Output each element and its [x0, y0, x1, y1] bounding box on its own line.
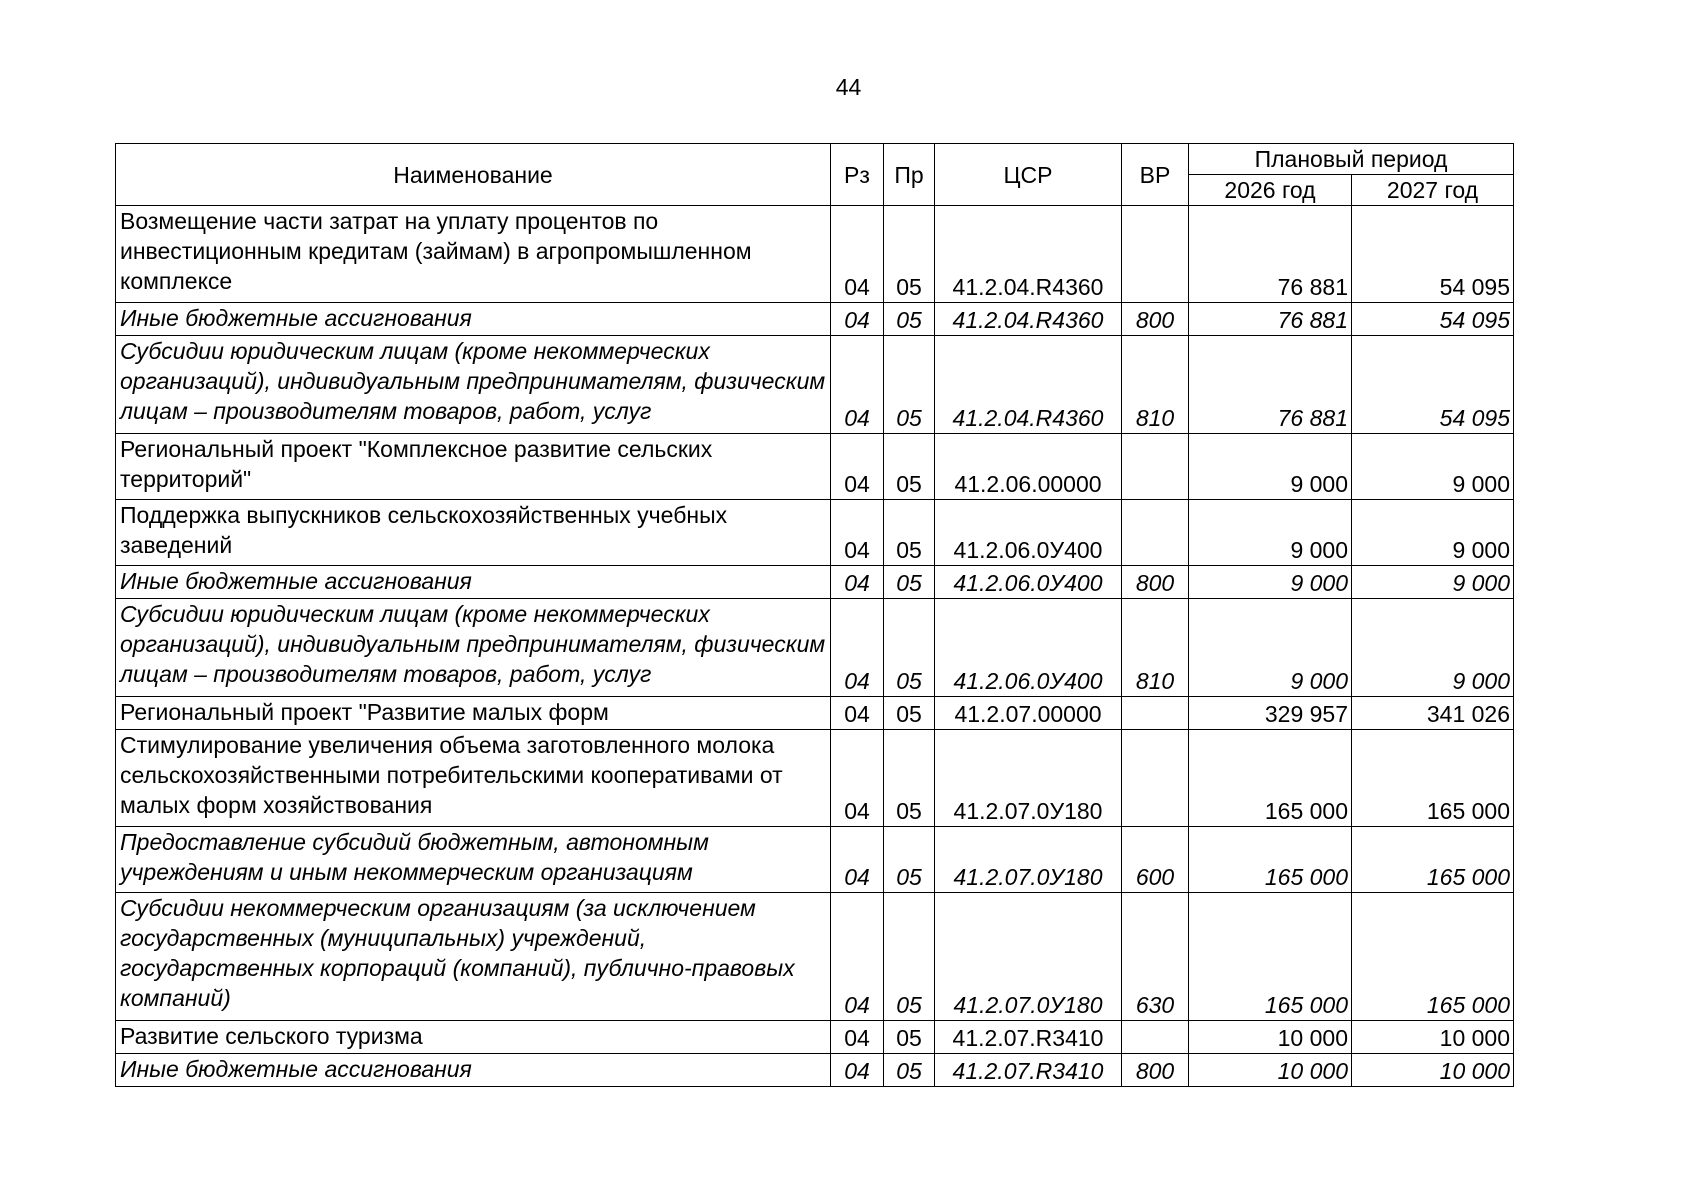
row-amount-2027: 10 000: [1352, 1054, 1514, 1087]
row-amount-2027: 9 000: [1352, 566, 1514, 599]
row-name: Стимулирование увеличения объема заготовленного молока сельскохозяйственными потребительскими кооперативами от малых форм хозяйствования: [116, 730, 831, 827]
row-amount-2027: 165 000: [1352, 730, 1514, 827]
row-pr: 05: [884, 1021, 935, 1054]
row-pr: 05: [884, 206, 935, 303]
table-row: [116, 599, 1514, 697]
row-amount-2026: 10 000: [1189, 1054, 1352, 1087]
row-csr: 41.2.06.0У400: [935, 599, 1122, 697]
header-year-2027: 2027 год: [1352, 175, 1514, 206]
header-rz: Рз: [831, 144, 884, 206]
row-amount-2027: 54 095: [1352, 206, 1514, 303]
row-pr: 05: [884, 336, 935, 434]
table-row: [116, 434, 1514, 500]
table-row: [116, 500, 1514, 566]
row-pr: 05: [884, 697, 935, 730]
row-vr: 810: [1122, 599, 1189, 697]
row-pr: 05: [884, 827, 935, 893]
row-amount-2026: 329 957: [1189, 697, 1352, 730]
header-name: Наименование: [116, 144, 831, 206]
header-csr: ЦСР: [935, 144, 1122, 206]
row-rz: 04: [831, 206, 884, 303]
row-pr: 05: [884, 599, 935, 697]
row-rz: 04: [831, 434, 884, 500]
header-pr: Пр: [884, 144, 935, 206]
table-row: [116, 1054, 1514, 1087]
row-name: Развитие сельского туризма: [116, 1021, 831, 1054]
row-amount-2026: 9 000: [1189, 500, 1352, 566]
table-row: [116, 566, 1514, 599]
row-name: Региональный проект "Комплексное развитие сельских территорий": [116, 434, 831, 500]
row-amount-2026: 165 000: [1189, 730, 1352, 827]
row-amount-2027: 165 000: [1352, 893, 1514, 1021]
row-vr: 800: [1122, 566, 1189, 599]
row-vr: [1122, 697, 1189, 730]
budget-table: [115, 143, 1514, 1087]
row-csr: 41.2.07.0У180: [935, 893, 1122, 1021]
table-row: [116, 303, 1514, 336]
row-amount-2027: 9 000: [1352, 434, 1514, 500]
row-name: Поддержка выпускников сельскохозяйственных учебных заведений: [116, 500, 831, 566]
row-pr: 05: [884, 500, 935, 566]
row-amount-2027: 54 095: [1352, 336, 1514, 434]
row-vr: [1122, 1021, 1189, 1054]
row-name: Субсидии юридическим лицам (кроме некоммерческих организаций), индивидуальным предпринимателям, физическим лицам – производителям товаров, работ, услуг: [116, 599, 831, 697]
row-name: Субсидии юридическим лицам (кроме некоммерческих организаций), индивидуальным предпринимателям, физическим лицам – производителям товаров, работ, услуг: [116, 336, 831, 434]
table-row: [116, 1021, 1514, 1054]
row-csr: 41.2.06.0У400: [935, 566, 1122, 599]
page-number: 44: [835, 74, 862, 100]
header-vr: ВР: [1122, 144, 1189, 206]
row-rz: 04: [831, 500, 884, 566]
row-vr: [1122, 434, 1189, 500]
row-csr: 41.2.07.0У180: [935, 827, 1122, 893]
row-pr: 05: [884, 566, 935, 599]
row-rz: 04: [831, 893, 884, 1021]
row-amount-2026: 165 000: [1189, 893, 1352, 1021]
row-name: Субсидии некоммерческим организациям (за исключением государственных (муниципальных) учреждений, государственных корпораций (компаний), публично-правовых компаний): [116, 893, 831, 1021]
row-amount-2027: 9 000: [1352, 599, 1514, 697]
table-row: [116, 730, 1514, 827]
row-rz: 04: [831, 697, 884, 730]
row-name: Предоставление субсидий бюджетным, автономным учреждениям и иным некоммерческим организациям: [116, 827, 831, 893]
row-vr: 630: [1122, 893, 1189, 1021]
row-rz: 04: [831, 566, 884, 599]
row-csr: 41.2.07.0У180: [935, 730, 1122, 827]
row-rz: 04: [831, 303, 884, 336]
row-rz: 04: [831, 336, 884, 434]
row-name: Иные бюджетные ассигнования: [116, 566, 831, 599]
row-csr: 41.2.06.00000: [935, 434, 1122, 500]
row-vr: 800: [1122, 1054, 1189, 1087]
row-csr: 41.2.06.0У400: [935, 500, 1122, 566]
row-csr: 41.2.07.00000: [935, 697, 1122, 730]
row-rz: 04: [831, 730, 884, 827]
row-amount-2027: 9 000: [1352, 500, 1514, 566]
row-name: Иные бюджетные ассигнования: [116, 303, 831, 336]
row-rz: 04: [831, 1054, 884, 1087]
row-csr: 41.2.04.R4360: [935, 336, 1122, 434]
row-amount-2026: 76 881: [1189, 303, 1352, 336]
row-amount-2027: 341 026: [1352, 697, 1514, 730]
row-rz: 04: [831, 1021, 884, 1054]
row-rz: 04: [831, 599, 884, 697]
row-vr: [1122, 206, 1189, 303]
table-row: [116, 206, 1514, 303]
row-csr: 41.2.07.R3410: [935, 1021, 1122, 1054]
header-planned-period: Плановый период: [1189, 144, 1514, 175]
row-pr: 05: [884, 434, 935, 500]
row-amount-2027: 54 095: [1352, 303, 1514, 336]
row-vr: [1122, 500, 1189, 566]
table-row: [116, 827, 1514, 893]
row-pr: 05: [884, 893, 935, 1021]
row-vr: 600: [1122, 827, 1189, 893]
row-rz: 04: [831, 827, 884, 893]
row-pr: 05: [884, 1054, 935, 1087]
row-vr: 800: [1122, 303, 1189, 336]
row-csr: 41.2.04.R4360: [935, 206, 1122, 303]
row-pr: 05: [884, 730, 935, 827]
row-vr: 810: [1122, 336, 1189, 434]
row-name: Региональный проект "Развитие малых форм: [116, 697, 831, 730]
row-amount-2026: 9 000: [1189, 434, 1352, 500]
row-csr: 41.2.07.R3410: [935, 1054, 1122, 1087]
row-amount-2027: 165 000: [1352, 827, 1514, 893]
table-header: [116, 144, 1514, 206]
row-csr: 41.2.04.R4360: [935, 303, 1122, 336]
row-name: Возмещение части затрат на уплату процентов по инвестиционным кредитам (займам) в агропромышленном комплексе: [116, 206, 831, 303]
row-pr: 05: [884, 303, 935, 336]
row-amount-2026: 165 000: [1189, 827, 1352, 893]
table-row: [116, 697, 1514, 730]
row-amount-2026: 76 881: [1189, 206, 1352, 303]
table-row: [116, 336, 1514, 434]
row-vr: [1122, 730, 1189, 827]
row-amount-2026: 9 000: [1189, 566, 1352, 599]
row-amount-2027: 10 000: [1352, 1021, 1514, 1054]
row-amount-2026: 9 000: [1189, 599, 1352, 697]
table-row: [116, 893, 1514, 1021]
row-amount-2026: 10 000: [1189, 1021, 1352, 1054]
table-body: [116, 206, 1514, 1087]
header-year-2026: 2026 год: [1189, 175, 1352, 206]
row-amount-2026: 76 881: [1189, 336, 1352, 434]
row-name: Иные бюджетные ассигнования: [116, 1054, 831, 1087]
